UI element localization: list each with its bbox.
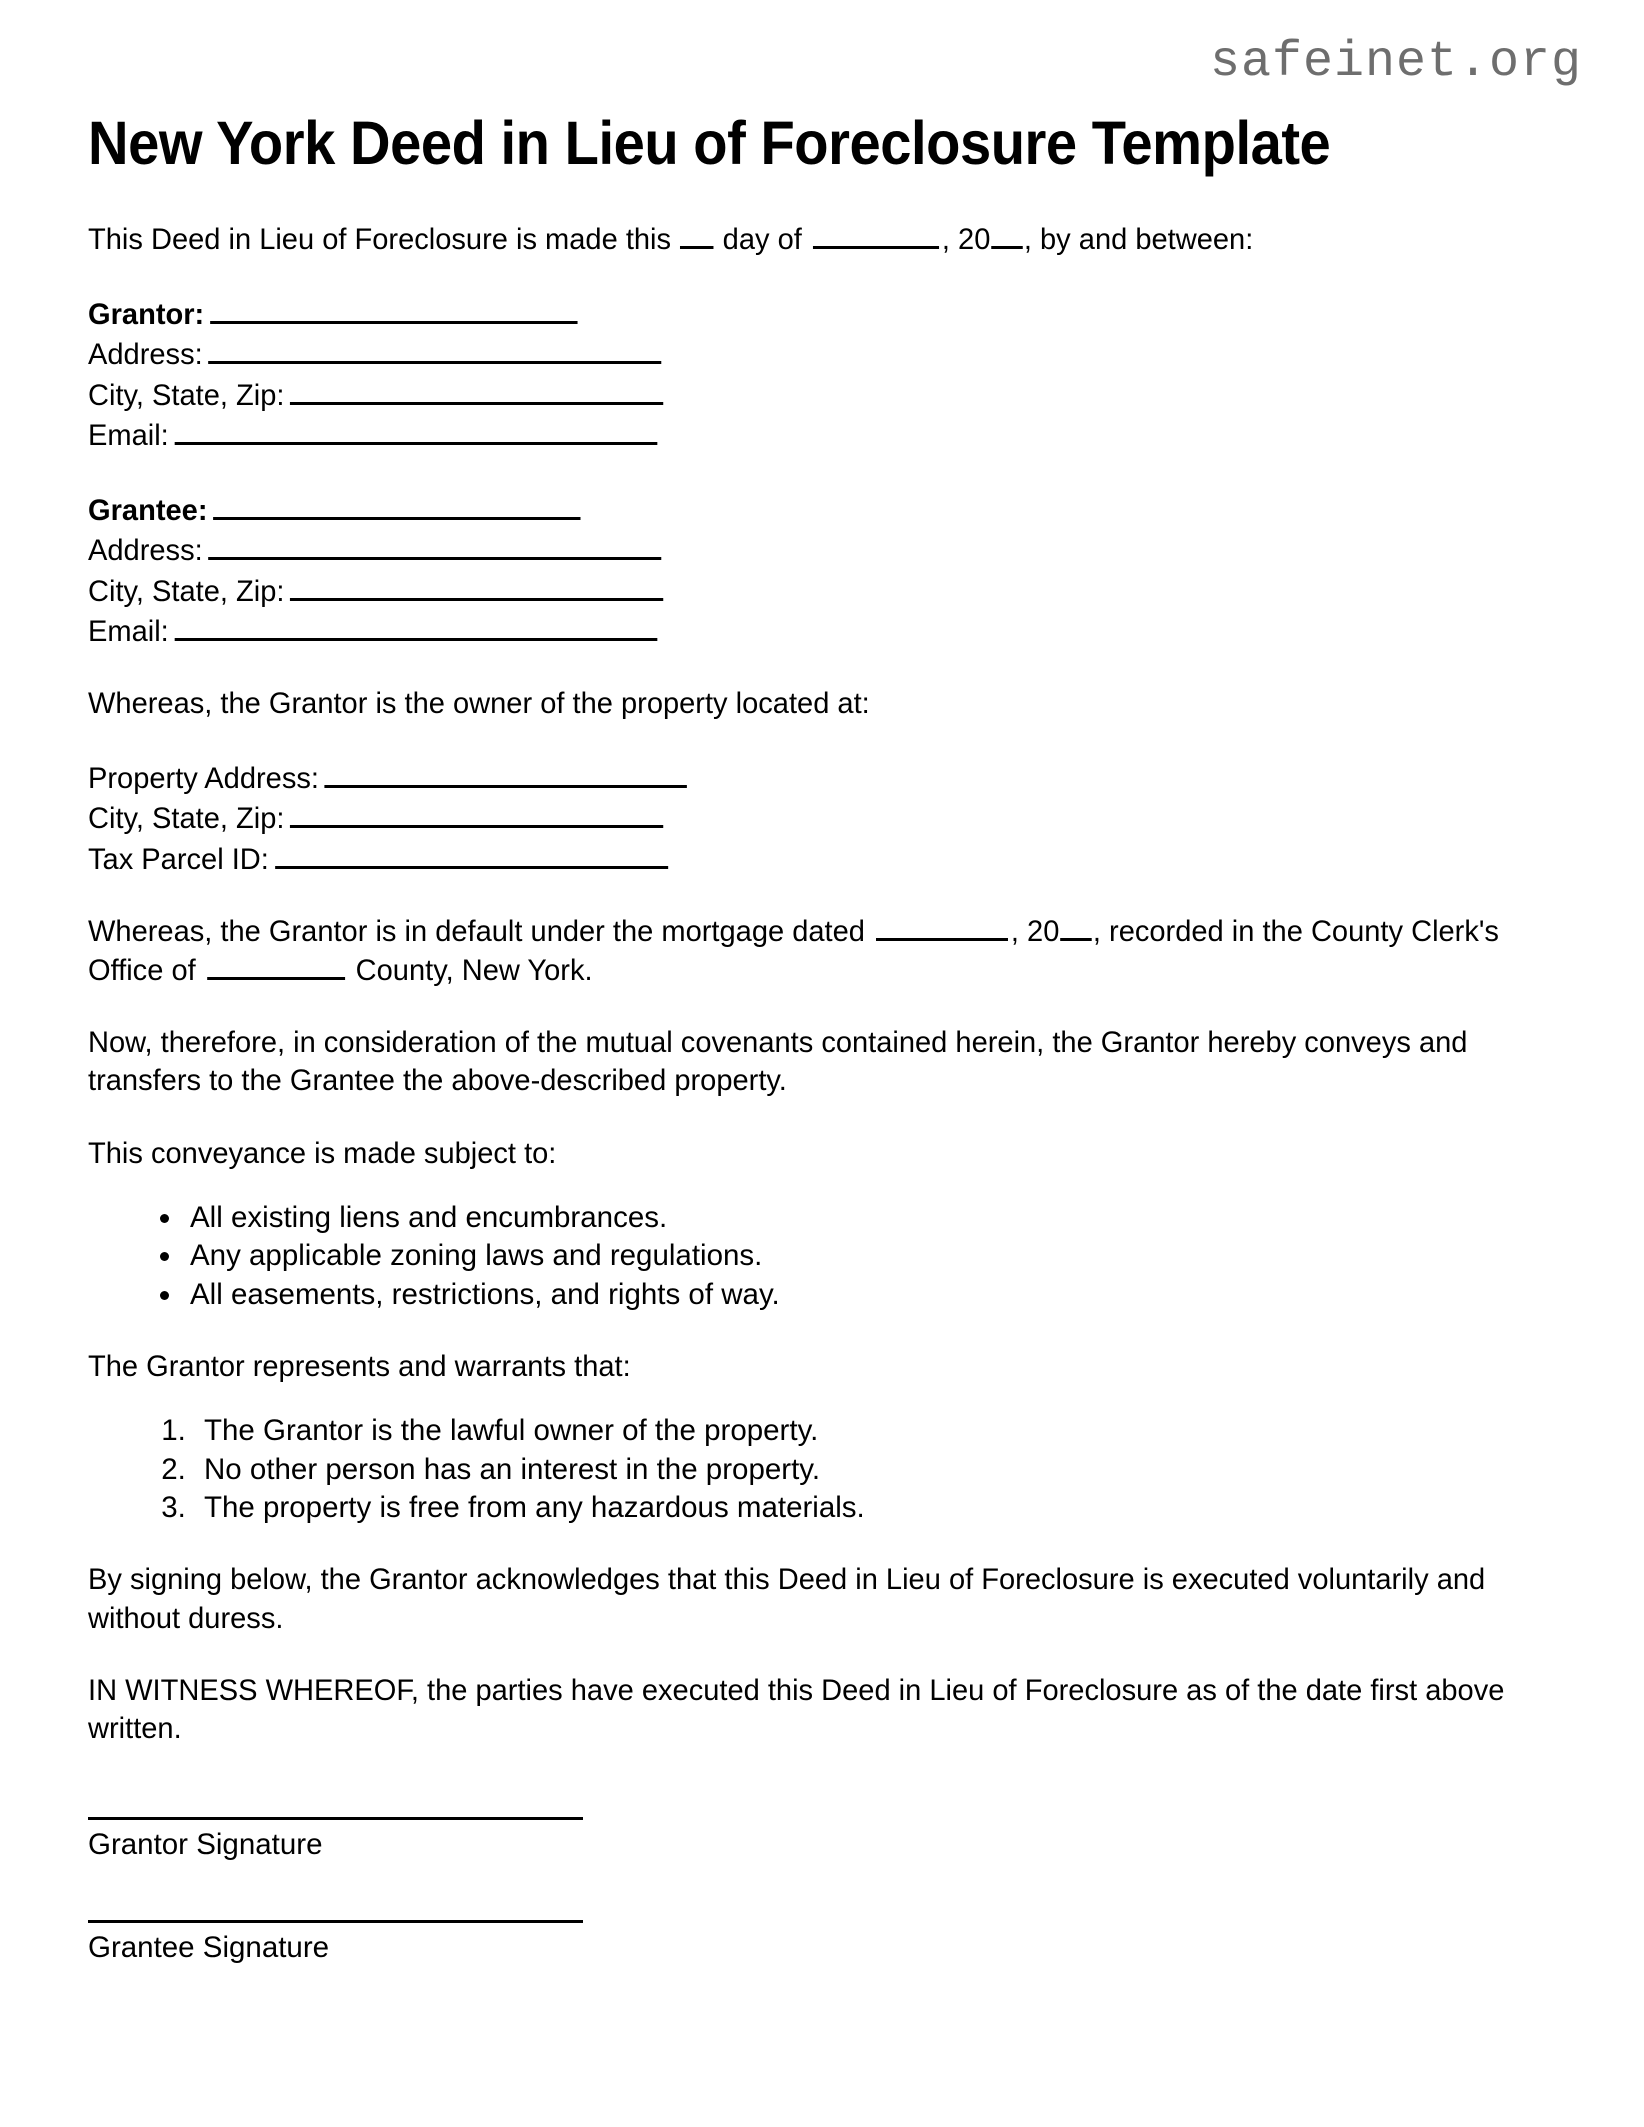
grantor-name-line: [88, 294, 1506, 334]
whereas-owner-paragraph: Whereas, the Grantor is the owner of the property located at:: [88, 687, 870, 721]
property-tax-line: [88, 839, 1506, 879]
default-text-1: Whereas, the Grantor is in default under the mortgage dated: [88, 915, 865, 949]
grantee-name-blank: [213, 490, 580, 520]
grantee-address-label: Address:: [88, 534, 203, 568]
grantee-address-blank: [209, 530, 662, 560]
intro-paragraph: [88, 221, 1506, 259]
grantor-address-line: [88, 334, 1506, 374]
grantee-email-blank: [175, 611, 658, 641]
grantee-address-line: [88, 530, 1506, 570]
grantor-email-blank: [175, 415, 658, 445]
list-item: 2. No other person has an interest in the property.: [194, 1451, 1528, 1489]
list-item: • Any applicable zoning laws and regulations.: [184, 1237, 1528, 1275]
document-body: [88, 108, 1528, 1967]
grantee-heading: Grantee:: [88, 493, 208, 527]
intro-day-blank: [680, 230, 713, 249]
grantor-heading: Grantor:: [88, 297, 205, 331]
default-year-blank: [1060, 922, 1092, 941]
grantor-signature-line[interactable]: [88, 1817, 583, 1820]
whereas-default-paragraph: [88, 913, 1506, 990]
default-text-2: , 20: [1010, 915, 1060, 949]
page-title: New York Deed in Lieu of Foreclosure Template: [88, 109, 1331, 177]
now-therefore-paragraph: Now, therefore, in consideration of the mutual covenants contained herein, the Grantor hereby conveys and transfers to the Grantee the above-described property.: [88, 1025, 1468, 1098]
grantee-email-label: Email:: [88, 615, 169, 649]
grantor-city-label: City, State, Zip:: [88, 378, 285, 412]
grantee-city-blank: [290, 571, 663, 601]
grantee-name-line: [88, 490, 1506, 530]
intro-text-4: , by and between:: [1023, 223, 1254, 257]
warrants-heading: The Grantor represents and warrants that:: [88, 1349, 631, 1383]
grantor-address-label: Address:: [88, 338, 203, 372]
grantee-email-line: [88, 611, 1506, 651]
grantee-signature-label: Grantee Signature: [88, 1931, 330, 1965]
grantee-city-line: [88, 571, 1506, 611]
subject-to-list: [88, 1199, 1528, 1314]
default-text-4: County, New York.: [355, 953, 593, 987]
acknowledgment-paragraph: By signing below, the Grantor acknowledges that this Deed in Lieu of Foreclosure is executed voluntarily and without duress.: [88, 1563, 1486, 1635]
warrants-list-wrap: [88, 1412, 1528, 1527]
property-city-blank: [290, 798, 663, 828]
grantor-name-blank: [210, 294, 577, 324]
default-text-3: , recorded in the County Clerk's Office of: [88, 915, 1499, 987]
grantor-email-label: Email:: [88, 419, 169, 453]
grantor-block: [88, 294, 1506, 456]
grantor-signature-label: Grantor Signature: [88, 1827, 323, 1861]
grantor-signature-block: [88, 1817, 1528, 1864]
site-watermark: safeinet.org: [1209, 34, 1582, 91]
list-item: 1. The Grantor is the lawful owner of the property.: [194, 1412, 1528, 1450]
property-tax-blank: [275, 839, 668, 869]
grantor-city-line: [88, 375, 1506, 415]
list-item: • All existing liens and encumbrances.: [184, 1199, 1528, 1237]
property-address-blank: [325, 758, 687, 788]
subject-to-list-wrap: [88, 1199, 1528, 1314]
property-tax-label: Tax Parcel ID:: [88, 842, 269, 876]
warrants-list: [88, 1412, 1528, 1527]
default-date-blank: [876, 915, 1008, 941]
list-item: • All easements, restrictions, and rights of way.: [184, 1276, 1528, 1314]
property-city-label: City, State, Zip:: [88, 802, 285, 836]
grantee-signature-block: [88, 1920, 1528, 1967]
in-witness-paragraph: IN WITNESS WHEREOF, the parties have executed this Deed in Lieu of Foreclosure as of the date first above written.: [88, 1674, 1505, 1746]
grantor-email-line: [88, 415, 1506, 455]
property-address-label: Property Address:: [88, 761, 319, 795]
subject-to-heading: This conveyance is made subject to:: [88, 1136, 557, 1170]
grantee-signature-line[interactable]: [88, 1920, 583, 1923]
intro-year-blank: [991, 230, 1023, 249]
default-county-blank: [207, 954, 345, 980]
grantor-city-blank: [290, 375, 663, 405]
intro-month-blank: [813, 223, 939, 249]
property-city-line: [88, 798, 1506, 838]
grantor-address-blank: [209, 334, 662, 364]
intro-text-2: day of: [722, 223, 802, 257]
property-block: [88, 758, 1506, 879]
list-item: 3. The property is free from any hazardous materials.: [194, 1489, 1528, 1527]
intro-text-3: , 20: [941, 223, 991, 257]
property-address-line: [88, 758, 1506, 798]
grantee-block: [88, 490, 1506, 652]
grantee-city-label: City, State, Zip:: [88, 574, 285, 608]
intro-text-1: This Deed in Lieu of Foreclosure is made this: [88, 223, 672, 257]
